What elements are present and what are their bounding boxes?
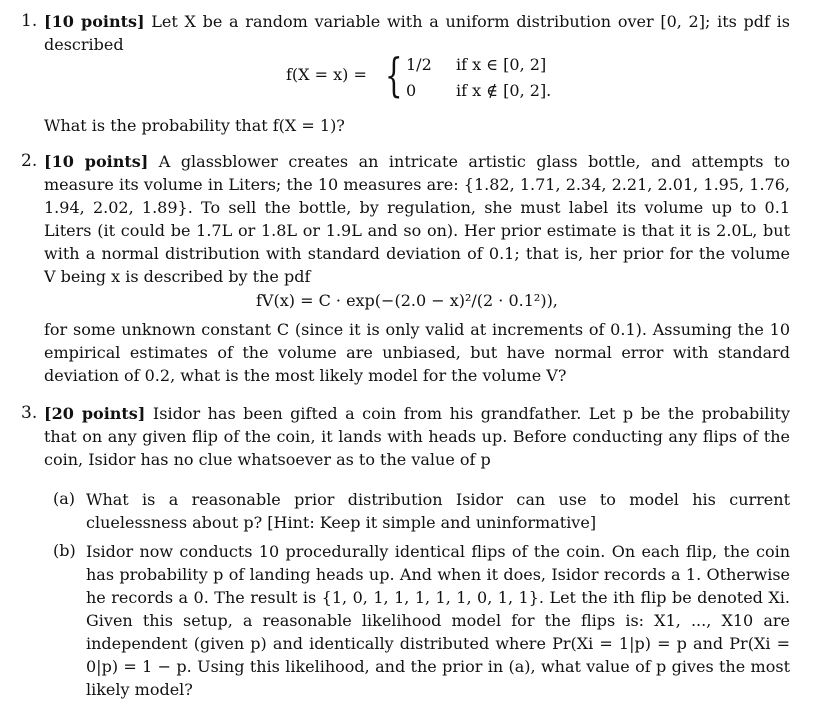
q1-case2-cond: if x ∉ [0, 2]. <box>456 81 552 100</box>
q1-intro <box>44 10 790 56</box>
q2-question: for some unknown constant C (since it is only valid at increments of 0.1). Assuming the 10 empirical estimates of the volume are unbiased, but have normal error with standard deviation of 0.2, what is the most likely model for the volume V? <box>44 320 790 385</box>
q2-text: A glassblower creates an intricate artistic glass bottle, and attempts to measure its volume in Liters; the 10 measures are: {1.82, 1.71, 2.34, 2.21, 2.01, 1.95, 1.76, 1.94, 2.02, 1.89}. To sell the bottle, by regulation, she must label its volume up to 0.1 Liters (it could be 1.7L or 1.8L or 1.9L and so on). Her prior estimate is that it is 2.0L, but with a normal distribution with standard deviation of 0.1; that is, her prior for the volume V being x is described by the pdf <box>44 152 790 286</box>
q2-number: 2. <box>21 151 38 171</box>
q3-intro <box>44 402 790 471</box>
q3-number: 3. <box>21 403 38 423</box>
q3-points: [20 points] <box>44 404 146 423</box>
q1-case2-value: 0 <box>406 81 417 100</box>
q3a-label: (a) <box>53 489 76 508</box>
q1-pdf-brace: { <box>385 48 403 102</box>
q2-points: [10 points] <box>44 152 149 171</box>
q1-pdf-lhs: f(X = x) = <box>286 65 367 84</box>
q1-text: Let X be a random variable with a uniform distribution over [0, 2]; its pdf is described <box>44 12 790 54</box>
q2-prior-formula: fV(x) = C · exp(−(2.0 − x)²/(2 · 0.1²)), <box>256 291 558 310</box>
q3a-text: What is a reasonable prior distribution Isidor can use to model his current cluelessness about p? [Hint: Keep it simple and uninformative] <box>86 490 790 532</box>
q1-case1-cond: if x ∈ [0, 2] <box>456 55 547 74</box>
q2-intro <box>44 150 790 288</box>
q1-points: [10 points] <box>44 12 145 31</box>
q1-number: 1. <box>21 11 38 31</box>
q3b-text: Isidor now conducts 10 procedurally identical flips of the coin. On each flip, the coin has probability p of landing heads up. And when it does, Isidor records a 1. Otherwise he records a 0. The result is {1, 0, 1, 1, 1, 1, 1, 0, 1, 1}. Let the ith flip be denoted Xi. Given this setup, a reasonable likelihood model for the flips is: X1, ..., X10 are independent (given p) and identically distributed where Pr(Xi = 1|p) = p and Pr(Xi = 0|p) = 1 − p. Using this likelihood, and the prior in (a), what value of p gives the most likely model? <box>86 542 790 699</box>
q3-text: Isidor has been gifted a coin from his grandfather. Let p be the probability that on any given flip of the coin, it lands with heads up. Before conducting any flips of the coin, Isidor has no clue whatsoever as to the value of p <box>44 404 791 469</box>
q1-case1-value: 1/2 <box>406 55 432 74</box>
q3b-label: (b) <box>53 541 76 560</box>
q1-question: What is the probability that f(X = 1)? <box>44 116 345 135</box>
